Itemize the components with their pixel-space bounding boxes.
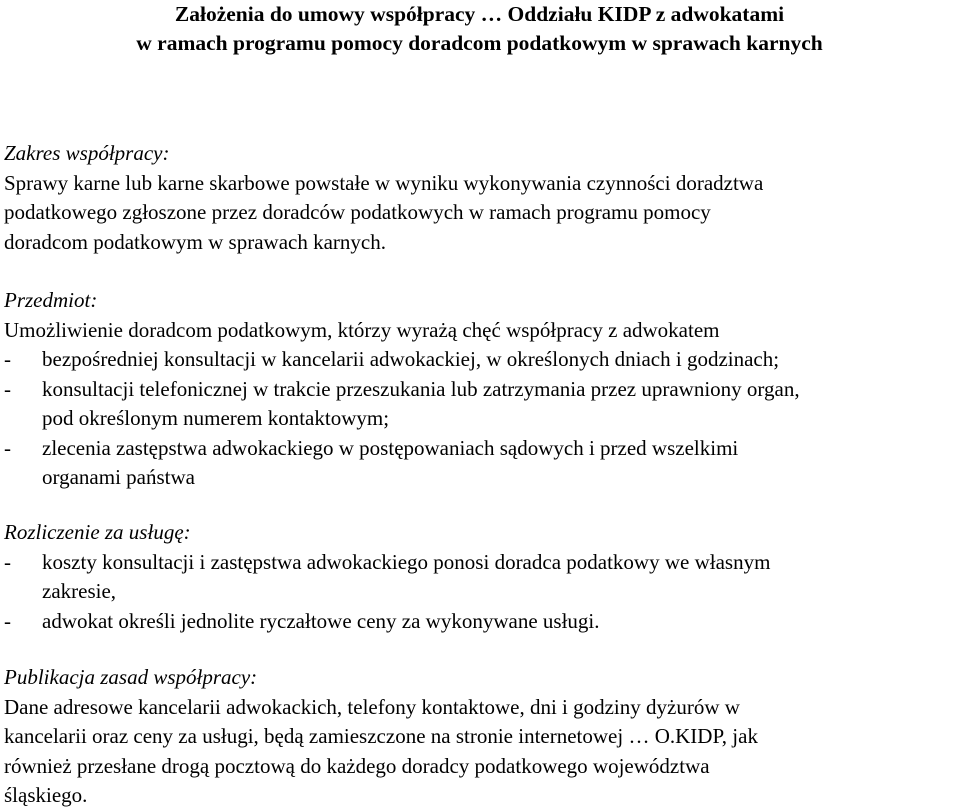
subject-bullet (4, 375, 959, 434)
document-title (0, 0, 959, 58)
publication-line: Dane adresowe kancelarii adwokackich, telefony kontaktowe, dni i godziny dyżurów w (4, 694, 740, 719)
publication-line: śląskiego. (4, 783, 88, 807)
title-line-1: Założenia do umowy współpracy … Oddziału KIDP z adwokatami (174, 2, 785, 26)
bullet-line: pod określonym numerem kontaktowym; (42, 406, 390, 430)
scope-line: Sprawy karne lub karne skarbowe powstałe w wyniku wykonywania czynności doradztwa (4, 170, 764, 195)
billing-heading: Rozliczenie za usługę: (4, 520, 191, 544)
subject-intro: Umożliwienie doradcom podatkowym, którzy wyrażą chęć współpracy z adwokatem (4, 317, 720, 342)
publication-line: kancelarii oraz ceny za usługi, będą zamieszczone na stronie internetowej … O.KIDP, jak (4, 724, 758, 748)
subject-bullet (4, 345, 959, 375)
section-subject (4, 286, 959, 493)
scope-line: doradcom podatkowym w sprawach karnych. (4, 229, 386, 254)
bullet-line: organami państwa (42, 465, 195, 489)
bullet-dash: - (4, 549, 11, 574)
publication-line: również przesłane drogą pocztową do każdego doradcy podatkowego województwa (4, 753, 710, 778)
bullet-dash: - (4, 376, 11, 401)
bullet-line: adwokat określi jednolite ryczałtowe ceny za wykonywane usługi. (42, 608, 600, 633)
title-line-2: w ramach programu pomocy doradcom podatkowym w sprawach karnych (136, 31, 823, 55)
section-publication (4, 663, 959, 811)
bullet-line: zakresie, (42, 579, 117, 603)
scope-heading: Zakres współpracy: (4, 141, 170, 165)
bullet-dash: - (4, 347, 11, 371)
bullet-line: koszty konsultacji i zastępstwa adwokackiego ponosi doradca podatkowy we własnym (42, 549, 771, 574)
bullet-dash: - (4, 608, 11, 633)
billing-bullet (4, 548, 959, 607)
subject-heading: Przedmiot: (4, 288, 98, 312)
scope-line: podatkowego zgłoszone przez doradców podatkowych w ramach programu pomocy (4, 200, 711, 224)
publication-heading: Publikacja zasad współpracy: (4, 665, 258, 689)
subject-bullet (4, 434, 959, 493)
bullet-line: zlecenia zastępstwa adwokackiego w postępowaniach sądowych i przed wszelkimi (42, 435, 739, 460)
section-billing (4, 518, 959, 636)
section-scope (4, 139, 959, 257)
bullet-line: konsultacji telefonicznej w trakcie przeszukania lub zatrzymania przez uprawniony organ, (42, 376, 800, 401)
billing-bullet (4, 607, 959, 637)
bullet-dash: - (4, 435, 11, 460)
bullet-line: bezpośredniej konsultacji w kancelarii adwokackiej, w określonych dniach i godzinach; (42, 347, 780, 371)
